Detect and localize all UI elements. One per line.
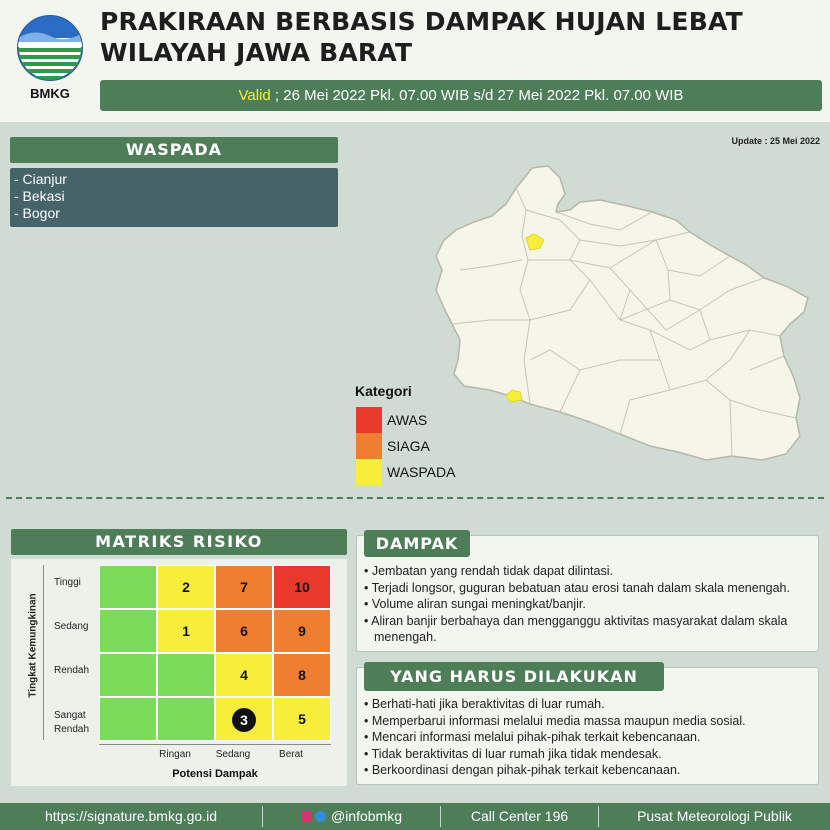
dampak-list: [364, 563, 814, 646]
row-label-tinggi: Tinggi: [54, 577, 81, 588]
matrix-cell: [99, 609, 157, 653]
header: [0, 0, 830, 122]
legend-swatch: [356, 433, 382, 459]
matrix-cell: [215, 609, 273, 653]
region-item: - Bogor: [14, 205, 60, 221]
lakukan-item: • Tidak beraktivitas di luar rumah jika tidak mendesak.: [364, 746, 662, 761]
legend-label: AWAS: [387, 412, 428, 428]
matrix-cell: [157, 609, 215, 653]
lakukan-heading: YANG HARUS DILAKUKAN: [364, 662, 664, 691]
dampak-heading: DAMPAK: [364, 530, 470, 557]
row-label-sangat-rendah: [54, 709, 89, 737]
title-line-2: WILAYAH JAWA BARAT: [100, 38, 413, 67]
dampak-item: • Volume aliran sungai meningkat/banjir.: [364, 597, 586, 611]
page-title: [100, 6, 820, 68]
valid-period-bar: [100, 80, 822, 111]
matrix-cell-value: 10: [294, 579, 310, 595]
matrix-cell: [157, 697, 215, 741]
matrix-cell: [157, 565, 215, 609]
legend-item-siaga: [356, 433, 516, 459]
matrix-cell: [215, 697, 273, 741]
col-label-sedang: Sedang: [215, 749, 251, 760]
twitter-icon: [315, 811, 326, 822]
instagram-icon: [301, 811, 312, 822]
legend-item-awas: [356, 407, 516, 433]
matrix-cell: [157, 653, 215, 697]
region-item: - Cianjur: [14, 171, 67, 187]
social-link[interactable]: [263, 803, 440, 830]
valid-period-text: ; 26 Mei 2022 Pkl. 07.00 WIB s/d 27 Mei 2022 Pkl. 07.00 WIB: [270, 87, 684, 104]
title-line-1: PRAKIRAAN BERBASIS DAMPAK HUJAN LEBAT: [100, 7, 743, 36]
legend-label: SIAGA: [387, 438, 430, 454]
dampak-item: • Jembatan yang rendah tidak dapat dilintasi.: [364, 564, 613, 578]
matrix-cell: [273, 697, 331, 741]
legend-title: Kategori: [355, 383, 412, 399]
matrix-cell-value: 5: [298, 711, 306, 727]
row-label-line: Sangat: [54, 710, 86, 721]
social-handle: @infobmkg: [330, 808, 403, 824]
legend-swatch: [356, 407, 382, 433]
lakukan-list: [364, 696, 814, 779]
y-axis-line: [43, 565, 44, 740]
legend-label: WASPADA: [387, 464, 456, 480]
dampak-item: • Aliran banjir berbahaya dan mengganggu aktivitas masyarakat dalam skala menengah.: [364, 613, 788, 644]
lakukan-item: • Berhati-hati jika beraktivitas di luar rumah.: [364, 697, 605, 711]
waspada-region-list: [10, 168, 338, 227]
region-item: - Bekasi: [14, 188, 65, 204]
section-divider: [6, 497, 824, 499]
waspada-heading: WASPADA: [10, 137, 338, 163]
matrix-cell-value: 1: [182, 623, 190, 639]
matrix-cell-value: 6: [240, 623, 248, 639]
row-label-line: Rendah: [54, 724, 90, 735]
matrix-cell-value: 4: [240, 667, 248, 683]
call-center: Call Center 196: [470, 808, 569, 824]
organization-name: Pusat Meteorologi Publik: [637, 808, 792, 824]
lakukan-item: • Memperbarui informasi melalui media massa maupun media sosial.: [364, 713, 746, 728]
col-label-ringan: Ringan: [159, 749, 191, 760]
matrix-cell-value-highlight: 3: [232, 708, 256, 732]
legend-swatch: [356, 459, 382, 485]
matrix-cell: [215, 565, 273, 609]
legend-item-waspada: [356, 459, 516, 485]
footer: [0, 803, 830, 830]
y-axis-label: Tingkat Kemungkinan: [27, 593, 39, 698]
update-date: Update : 25 Mei 2022: [731, 136, 820, 146]
row-label-rendah: Rendah: [54, 665, 90, 676]
matrix-cell: [215, 653, 273, 697]
website-link[interactable]: https://signature.bmkg.go.id: [45, 808, 217, 824]
col-label-berat: Berat: [279, 749, 303, 760]
matrix-cell: [99, 697, 157, 741]
matrix-cell: [273, 609, 331, 653]
risk-matrix-grid: [99, 565, 331, 741]
row-label-sedang: Sedang: [54, 621, 89, 632]
matrix-cell: [273, 653, 331, 697]
x-axis-line: [99, 744, 331, 745]
matrix-cell-value: 8: [298, 667, 306, 683]
matrix-cell: [99, 565, 157, 609]
matrix-cell-value: 9: [298, 623, 306, 639]
dampak-item: • Terjadi longsor, guguran bebatuan atau erosi tanah dalam skala menengah.: [364, 580, 790, 595]
matrix-cell: [273, 565, 331, 609]
valid-label: Valid: [238, 87, 271, 104]
lakukan-item: • Mencari informasi melalui pihak-pihak terkait kebencanaan.: [364, 730, 701, 744]
matrix-cell-value: 2: [182, 579, 190, 595]
matrix-heading: MATRIKS RISIKO: [11, 529, 347, 555]
x-axis-label: Potensi Dampak: [172, 768, 258, 780]
lakukan-item: • Berkoordinasi dengan pihak-pihak terkait kebencanaan.: [364, 763, 681, 777]
logo-text: BMKG: [30, 86, 70, 101]
matrix-cell: [99, 653, 157, 697]
matrix-cell-value: 7: [240, 579, 248, 595]
